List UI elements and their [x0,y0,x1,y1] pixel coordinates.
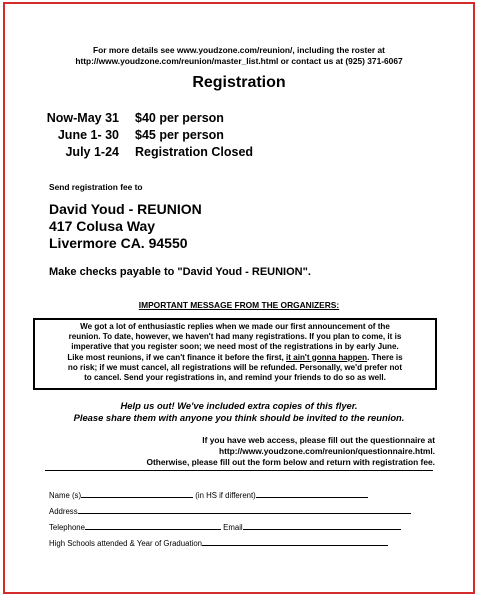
address-field[interactable] [78,505,411,514]
important-heading: IMPORTANT MESSAGE FROM THE ORGANIZERS: [138,300,340,310]
name-field[interactable] [81,489,193,498]
organizer-message-box [33,318,437,390]
hs-name-label: (in HS if different) [195,491,256,500]
web-line-2: http://www.youdzone.com/reunion/questionnaire.html. [218,446,435,456]
pricing-fee: $45 per person [135,128,224,142]
help-line-1: Help us out! We've included extra copies of this flyer. [120,400,358,411]
schools-label: High Schools attended & Year of Graduation [49,539,203,548]
address-line-3: Livermore CA. 94550 [49,235,188,251]
name-label: Name (s) [49,491,82,500]
pricing-period: July 1-24 [65,145,119,159]
section-divider [45,470,433,471]
pricing-period: Now-May 31 [46,111,119,125]
schools-field[interactable] [202,537,388,546]
message-text: . There is [367,352,403,362]
telephone-field[interactable] [85,521,221,530]
flyer-page [3,2,475,594]
form-row-address [49,505,411,516]
message-line: imperative that you register soon; we need most of the registrations in by early June. [71,342,399,352]
message-line: to cancel. Send your registrations in, and remind your friends to do so as well. [84,373,386,383]
header-line-1: For more details see www.youdzone.com/reunion/, including the roster at [93,45,385,55]
form-row-contact [49,521,401,532]
message-line [35,353,435,363]
hs-name-field[interactable] [256,489,368,498]
help-line-2: Please share them with anyone you think should be invited to the reunion. [73,412,405,423]
web-line-1: If you have web access, please fill out the questionnaire at [202,435,435,445]
form-row-schools [49,537,388,548]
header-line-2: http://www.youdzone.com/reunion/master_list.html or contact us at (925) 371-6067 [75,56,403,66]
pricing-fee: Registration Closed [135,145,254,159]
pricing-row-3 [15,145,253,159]
pricing-row-1 [15,111,224,125]
address-label: Address [49,507,78,516]
email-field[interactable] [243,521,401,530]
email-label: Email [223,523,243,532]
message-emphasis: it ain't gonna happen [286,352,368,362]
pricing-row-2 [15,128,224,142]
telephone-label: Telephone [49,523,85,532]
message-line: reunion. To date, however, we haven't had many registrations. If you plan to come, it is [68,332,402,342]
message-text: Like most reunions, if we can't finance it before the first, [67,352,287,362]
mailing-address [49,201,202,252]
send-fee-label: Send registration fee to [49,182,143,192]
message-line: no risk; if we must cancel, all registrations will be refunded. Personally, we'd prefer not [67,362,403,372]
message-line: We got a lot of enthusiastic replies when we made our first announcement of the [80,322,390,331]
payable-note: Make checks payable to "David Youd - REUNION". [49,266,311,278]
pricing-period: June 1- 30 [57,128,119,142]
web-line-3: Otherwise, please fill out the form below and return with registration fee. [146,457,435,467]
address-line-2: 417 Colusa Way [49,218,156,234]
address-line-1: David Youd - REUNION [49,201,202,217]
pricing-fee: $40 per person [135,111,224,125]
page-title: Registration [192,74,286,91]
form-row-name [49,489,368,500]
